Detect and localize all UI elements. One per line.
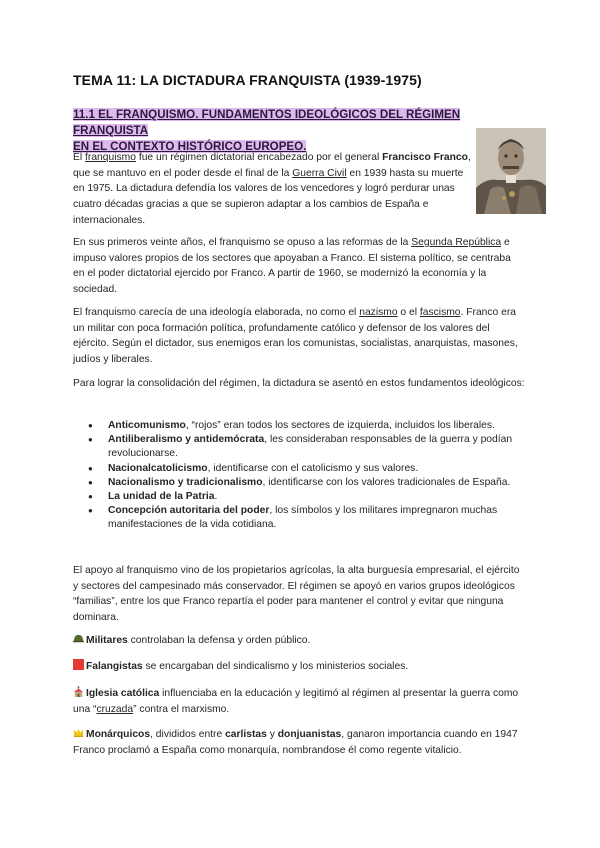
church-icon [73, 686, 84, 697]
portrait-drawing [476, 128, 546, 214]
bullet-text: , identificarse con el catolicismo y sus valores. [207, 462, 419, 474]
section-heading-line1: 11.1 EL FRANQUISMO. FUNDAMENTOS IDEOLÓGICOS DEL RÉGIMEN FRANQUISTA [73, 108, 461, 137]
family-name: Iglesia católica [86, 688, 160, 699]
bold-francisco-franco: Francisco Franco [382, 152, 468, 163]
link-guerra-civil[interactable]: Guerra Civil [292, 167, 347, 179]
link-cruzada[interactable]: cruzada [96, 703, 134, 715]
link-fascismo[interactable]: fascismo [419, 307, 461, 318]
family-name: Falangistas [86, 661, 143, 672]
family-iglesia [73, 686, 525, 717]
paragraph-apoyos: El apoyo al franquismo vino de los propietarios agrícolas, la alta burguesía empresarial, el ejército y sectores del campesinado más conservador. El régimen se apoyó en varios grupos ideológicos “familias”, entre los que Franco repartía el poder para mantener el control y evitar que ninguna dominara. [73, 565, 520, 624]
family-text: ” contra el marxismo. [133, 703, 230, 715]
bullet-text: . [214, 491, 218, 503]
military-helmet-icon [73, 633, 84, 644]
bullet-text: , los símbolos y los militares impregnaron muchas manifestaciones de la vida cotidiana. [108, 505, 498, 531]
text-run: En sus primeros veinte años, el franquismo se opuso a las reformas de la [73, 237, 412, 248]
link-nazismo[interactable]: nazismo [359, 307, 398, 318]
text-run: o el [397, 307, 420, 318]
text-run: El franquismo carecía de una ideología elaborada, no como el [73, 307, 360, 318]
family-name: Militares [86, 635, 128, 646]
bullet-bold: Concepción autoritaria del poder [108, 505, 270, 517]
bullet-bold: Nacionalismo y tradicionalismo [108, 476, 263, 488]
text-run: , que se mantuvo en el poder desde el final de la [73, 152, 471, 179]
family-monarquicos [73, 727, 525, 758]
text-run: e impuso valores propios de los sectores que apoyaban a Franco. El sistema político, se centraba en el poder dictatorial ejercido por Franco. A partir de 1960, se modernizó la economía y la sociedad. [73, 237, 511, 296]
bullet-bold: Antiliberalismo y antidemócrata [108, 434, 265, 446]
family-text: se encargaban del sindicalismo y los ministerios sociales. [142, 661, 409, 672]
bold-carlistas: carlistas [225, 729, 267, 740]
franco-portrait-image [476, 128, 546, 214]
bullet-text: , identificarse con los valores tradicionales de España. [262, 476, 511, 488]
list-item [88, 504, 525, 532]
bullet-bold: Anticomunismo [108, 420, 186, 431]
family-text: , ganaron importancia cuando en 1947 Franco proclamó a España como monarquía, nombrandose él como regente vitalicio. [73, 729, 518, 756]
bullet-text: , les consideraban responsables de la guerra y podían revolucionarse. [108, 434, 513, 460]
section-heading [73, 107, 523, 155]
paragraph-primeros-anos [73, 235, 525, 298]
list-item [88, 462, 525, 476]
link-franquismo[interactable]: franquismo [85, 152, 136, 163]
bullet-bold: La unidad de la Patria [108, 491, 215, 503]
text-run: El [73, 152, 86, 163]
family-falangistas [73, 659, 525, 675]
text-run: en 1939 hasta su muerte en 1975. La dictadura defendía los valores de los vencedores y logró perdurar unas cuatro décadas gracias a que se supieron adaptar a los cambios de España e internacionales. [73, 167, 464, 226]
paragraph-ideologia [73, 305, 525, 368]
list-item [88, 490, 525, 504]
link-segunda-republica[interactable]: Segunda República [411, 237, 502, 248]
bold-donjuanistas: donjuanistas [277, 729, 342, 740]
section-heading-line2: EN EL CONTEXTO HISTÓRICO EUROPEO. [73, 140, 307, 153]
text-run: . Franco era un militar con poca formación política, profundamente católico y defensor de los valores del ejército. Según el dictador, sus enemigos eran los comunistas, socialistas, anarquistas, masones, judíos y liberales. [73, 307, 518, 366]
family-text: influenciaba en la educación y legitimó al régimen al presentar la guerra como una “ [73, 688, 519, 715]
list-item [88, 476, 525, 490]
paragraph-intro [73, 150, 473, 229]
document-title: TEMA 11: LA DICTADURA FRANQUISTA (1939-1975) [73, 72, 422, 88]
bullet-bold: Nacionalcatolicismo [108, 462, 208, 474]
family-text: , divididos entre [150, 729, 226, 740]
ideological-bullets-list [88, 419, 525, 533]
family-text: controlaban la defensa y orden público. [127, 635, 311, 646]
list-item [88, 419, 525, 433]
text-run: fue un régimen dictatorial encabezado por el general [135, 152, 383, 163]
paragraph-fundamentos: Para lograr la consolidación del régimen, la dictadura se asentó en estos fundamentos ideológicos: [73, 378, 525, 389]
family-text: y [266, 729, 278, 740]
bullet-text: , “rojos” eran todos los sectores de izquierda, incluidos los liberales. [185, 420, 495, 431]
family-name: Monárquicos [86, 729, 151, 740]
family-militares [73, 633, 525, 649]
list-item [88, 433, 525, 461]
red-square-icon [73, 659, 84, 670]
crown-icon [73, 727, 84, 738]
